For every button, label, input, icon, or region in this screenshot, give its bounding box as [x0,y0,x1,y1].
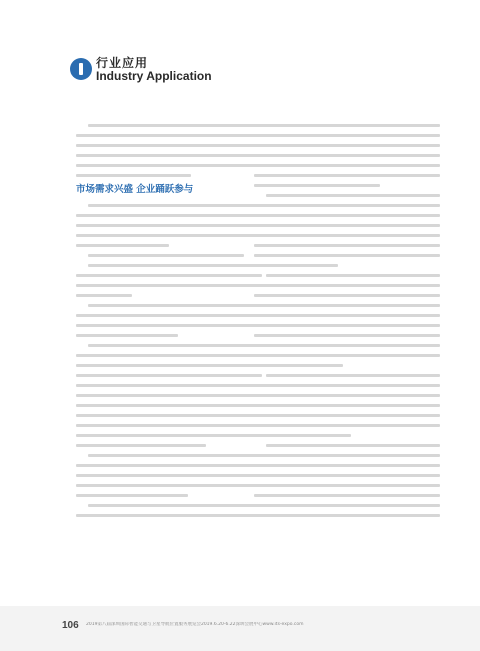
paragraph [254,444,440,517]
page-header [0,0,480,110]
paragraph [76,124,262,177]
page-footer [0,606,480,651]
section-title-en: Industry Application [96,69,212,83]
paragraph [76,204,262,247]
paragraph [76,344,262,447]
section-title-cn: 行业应用 [96,56,149,70]
page-number: 106 [62,620,79,631]
left-column [76,124,262,524]
paragraph [254,194,440,267]
section-heading: 市场需求兴盛 企业踊跃参与 [76,184,194,195]
footer-text: 2019第八届深圳国际智能交通与卫星导航位置服务展览会2019.6.20-6.22深圳会展中心www.its-expo.com [86,622,304,627]
paragraph [76,264,262,297]
circle-bar-icon [70,58,92,80]
paragraph [254,124,440,187]
paragraph [76,304,262,337]
paragraph [254,374,440,437]
right-column [254,124,440,524]
paragraph [254,274,440,367]
paragraph [76,504,262,517]
logo-bar [79,63,83,75]
paragraph [76,454,262,497]
paragraph [76,254,262,257]
